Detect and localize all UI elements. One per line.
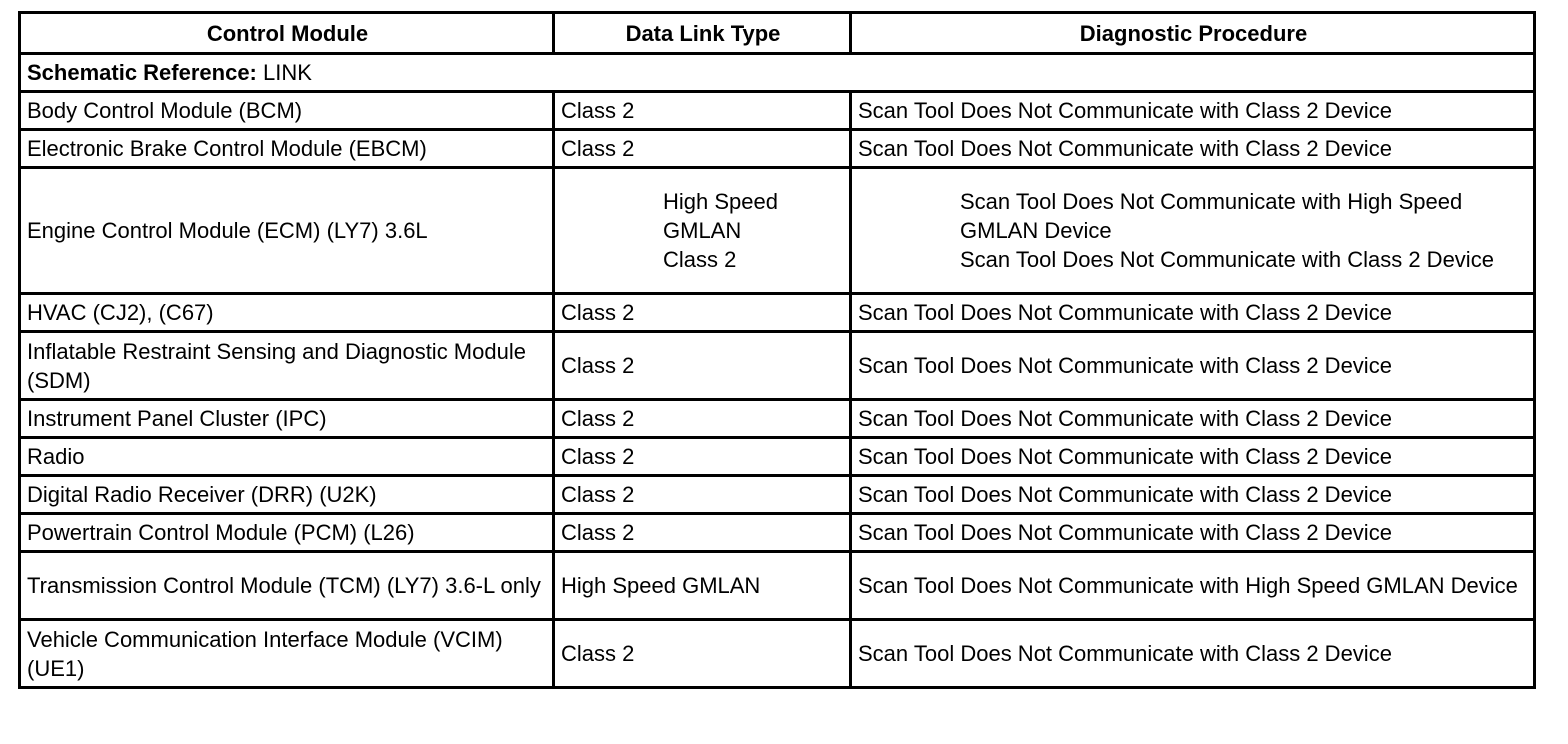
diagnostic-procedure-cell: Scan Tool Does Not Communicate with Class 2 Device bbox=[851, 400, 1535, 438]
module-reference-table bbox=[18, 11, 1536, 689]
control-module-cell: Inflatable Restraint Sensing and Diagnostic Module (SDM) bbox=[20, 332, 554, 400]
data-link-type-cell: Class 2 bbox=[554, 514, 851, 552]
table-row bbox=[20, 294, 1535, 332]
data-link-type-cell: Class 2 bbox=[554, 294, 851, 332]
control-module-cell: Radio bbox=[20, 438, 554, 476]
diagnostic-procedure-2: Scan Tool Does Not Communicate with Class 2 Device bbox=[960, 247, 1494, 272]
control-module-cell: Electronic Brake Control Module (EBCM) bbox=[20, 130, 554, 168]
data-link-type-cell bbox=[554, 168, 851, 294]
diagnostic-procedure-cell: Scan Tool Does Not Communicate with High Speed GMLAN Device bbox=[851, 552, 1535, 620]
diagnostic-procedure-cell: Scan Tool Does Not Communicate with Class 2 Device bbox=[851, 620, 1535, 688]
control-module-cell: Digital Radio Receiver (DRR) (U2K) bbox=[20, 476, 554, 514]
data-link-type-cell: Class 2 bbox=[554, 438, 851, 476]
header-control-module: Control Module bbox=[20, 13, 554, 54]
diagnostic-procedure-cell: Scan Tool Does Not Communicate with Class 2 Device bbox=[851, 92, 1535, 130]
header-row bbox=[20, 13, 1535, 54]
data-link-type-cell: Class 2 bbox=[554, 476, 851, 514]
control-module-cell: Engine Control Module (ECM) (LY7) 3.6L bbox=[20, 168, 554, 294]
control-module-cell: Vehicle Communication Interface Module (VCIM) (UE1) bbox=[20, 620, 554, 688]
table-row bbox=[20, 130, 1535, 168]
control-module-cell: Powertrain Control Module (PCM) (L26) bbox=[20, 514, 554, 552]
diagnostic-procedure-1: Scan Tool Does Not Communicate with High Speed GMLAN Device bbox=[960, 189, 1463, 243]
table-row bbox=[20, 92, 1535, 130]
table-row bbox=[20, 438, 1535, 476]
control-module-cell: Body Control Module (BCM) bbox=[20, 92, 554, 130]
table-row bbox=[20, 400, 1535, 438]
header-data-link-type: Data Link Type bbox=[554, 13, 851, 54]
schematic-reference-value: LINK bbox=[256, 60, 312, 85]
diagnostic-procedure-cell: Scan Tool Does Not Communicate with Class 2 Device bbox=[851, 130, 1535, 168]
schematic-reference-label: Schematic Reference: bbox=[27, 60, 257, 85]
table-row bbox=[20, 476, 1535, 514]
table-row bbox=[20, 168, 1535, 294]
table-row bbox=[20, 514, 1535, 552]
diagnostic-procedure-cell: Scan Tool Does Not Communicate with Class 2 Device bbox=[851, 514, 1535, 552]
data-link-type-2: Class 2 bbox=[663, 247, 737, 272]
table-row bbox=[20, 620, 1535, 688]
control-module-cell: Transmission Control Module (TCM) (LY7) 3.6-L only bbox=[20, 552, 554, 620]
header-diagnostic-procedure: Diagnostic Procedure bbox=[851, 13, 1535, 54]
data-link-type-1: High Speed GMLAN bbox=[663, 189, 778, 243]
data-link-type-cell: Class 2 bbox=[554, 92, 851, 130]
table-row bbox=[20, 552, 1535, 620]
control-module-cell: HVAC (CJ2), (C67) bbox=[20, 294, 554, 332]
diagnostic-procedure-cell bbox=[851, 168, 1535, 294]
schematic-reference-cell bbox=[20, 54, 1535, 92]
table-row bbox=[20, 332, 1535, 400]
data-link-type-cell: High Speed GMLAN bbox=[554, 552, 851, 620]
control-module-cell: Instrument Panel Cluster (IPC) bbox=[20, 400, 554, 438]
diagnostic-procedure-cell: Scan Tool Does Not Communicate with Class 2 Device bbox=[851, 476, 1535, 514]
data-link-type-cell: Class 2 bbox=[554, 332, 851, 400]
schematic-reference-row bbox=[20, 54, 1535, 92]
diagnostic-procedure-cell: Scan Tool Does Not Communicate with Class 2 Device bbox=[851, 294, 1535, 332]
data-link-type-cell: Class 2 bbox=[554, 130, 851, 168]
data-link-type-cell: Class 2 bbox=[554, 400, 851, 438]
diagnostic-procedure-cell: Scan Tool Does Not Communicate with Class 2 Device bbox=[851, 438, 1535, 476]
diagnostic-procedure-cell: Scan Tool Does Not Communicate with Class 2 Device bbox=[851, 332, 1535, 400]
data-link-type-cell: Class 2 bbox=[554, 620, 851, 688]
